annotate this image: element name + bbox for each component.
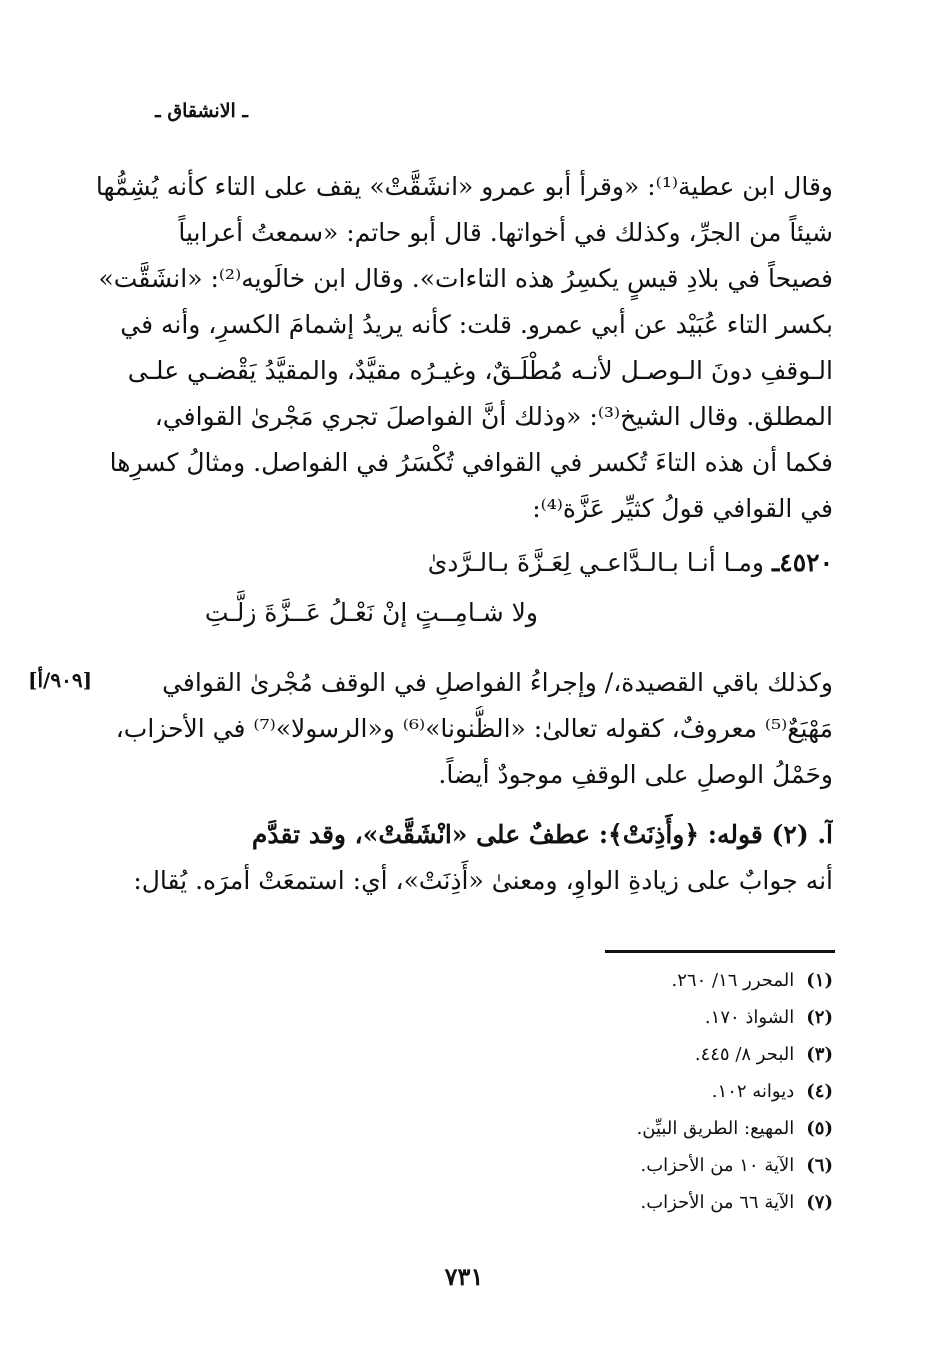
paragraph-2 xyxy=(93,660,833,798)
text-line: المطلق. وقال الشيخ⁽³⁾: «وذلك أنَّ الفواصلَ تجري مَجْرىٰ القوافي، xyxy=(154,402,833,431)
text-line: وكذلك باقي القصيدة،/ وإجراءُ الفواصلِ في الوقف مُجْرىٰ القوافي xyxy=(162,668,833,697)
footnote-item xyxy=(433,962,833,999)
verse-number: ٤٥٢٠ـ xyxy=(771,548,833,577)
manuscript-folio-reference: [٩٠٩/أ] xyxy=(28,668,93,692)
paragraph-3 xyxy=(93,812,833,904)
text-line: بكسر التاء عُبَيْد عن أبي عمرو. قلت: كأنه يريدُ إشمامَ الكسرِ، وأنه في xyxy=(120,310,833,339)
verse-line-1 xyxy=(428,548,833,577)
footnote-text: الآية ١٠ من الأحزاب. xyxy=(640,1155,795,1176)
verse-hemistich-2: ولا شـامِــتٍ إنْ نَعْـلُ عَــزَّةَ زلَّـتِ xyxy=(204,598,538,627)
verse-line-2 xyxy=(205,598,538,627)
text-line: مَهْيَعٌ⁽⁵⁾ معروفٌ، كقوله تعالىٰ: «الظُّنونا»⁽⁶⁾ و«الرسولا»⁽⁷⁾ في الأحزاب، xyxy=(115,714,833,743)
footnote-text: المحرر ١٦/ ٢٦٠. xyxy=(671,970,795,991)
footnote-number: (٢) xyxy=(806,1007,833,1028)
text-line: وحَمْلُ الوصلِ على الوقفِ موجودٌ أيضاً. xyxy=(438,760,833,789)
text-line: فصيحاً في بلادِ قيسٍ يكسِرُ هذه التاءات». وقال ابن خالَويه⁽²⁾: «انشَقَّت» xyxy=(98,264,833,293)
text-line: آ. (٢) قوله: ﴿وأَذِنَتْ﴾: عطفٌ على «انْشَقَّتْ»، وقد تقدَّم xyxy=(251,820,833,849)
text-line: وقال ابن عطية⁽¹⁾: «وقرأ أبو عمرو «انشَقَّتْ» يقف على التاء كأنه يُشِمُّها xyxy=(95,172,833,201)
footnote-text: الآية ٦٦ من الأحزاب. xyxy=(640,1192,795,1213)
footnote-item xyxy=(433,1036,833,1073)
footnote-item xyxy=(433,1184,833,1221)
text-line: فكما أن هذه التاءَ تُكسر في القوافي تُكْسَرُ في الفواصل. ومثالُ كسرِها xyxy=(109,448,833,477)
footnote-number: (٤) xyxy=(806,1081,833,1102)
text-line: في القوافي قولُ كثيِّر عَزَّة⁽⁴⁾: xyxy=(532,494,833,523)
footnotes xyxy=(433,962,833,1221)
footnote-text: الشواذ ١٧٠. xyxy=(704,1007,795,1028)
paragraph-1 xyxy=(93,164,833,532)
footnote-item xyxy=(433,999,833,1036)
page-number: ٧٣١ xyxy=(444,1262,484,1291)
running-header: ـ الانشقاق ـ xyxy=(155,100,248,122)
footnote-text: ديوانه ١٠٢. xyxy=(711,1081,795,1102)
verse-hemistich-1: ومـا أنـا بـالـدَّاعـي لِعَـزَّةَ بـالـرَّدىٰ xyxy=(427,548,764,577)
footnote-number: (١) xyxy=(806,970,833,991)
footnote-item xyxy=(433,1073,833,1110)
text-line: الـوقفِ دونَ الـوصـل لأنـه مُطْلَـقٌ، وغيـرُه مقيَّدٌ، والمقيَّدُ يَقْضـي علـى xyxy=(127,356,833,385)
footnote-text: البحر ٨/ ٤٤٥. xyxy=(694,1044,795,1065)
text-line: شيئاً من الجرِّ، وكذلك في أخواتها. قال أبو حاتم: «سمعتُ أعرابياً xyxy=(178,218,833,247)
footnote-number: (٦) xyxy=(806,1155,833,1176)
text-line: أنه جوابٌ على زيادةِ الواوِ، ومعنىٰ «أَذِنَتْ»، أي: استمعَتْ أمرَه. يُقال: xyxy=(133,866,833,895)
footnote-item xyxy=(433,1147,833,1184)
footnote-item xyxy=(433,1110,833,1147)
footnote-number: (٥) xyxy=(806,1118,833,1139)
footnote-number: (٣) xyxy=(806,1044,833,1065)
footnote-number: (٧) xyxy=(806,1192,833,1213)
footnote-separator xyxy=(605,950,835,953)
footnote-text: المهيع: الطريق البيِّن. xyxy=(636,1118,795,1139)
